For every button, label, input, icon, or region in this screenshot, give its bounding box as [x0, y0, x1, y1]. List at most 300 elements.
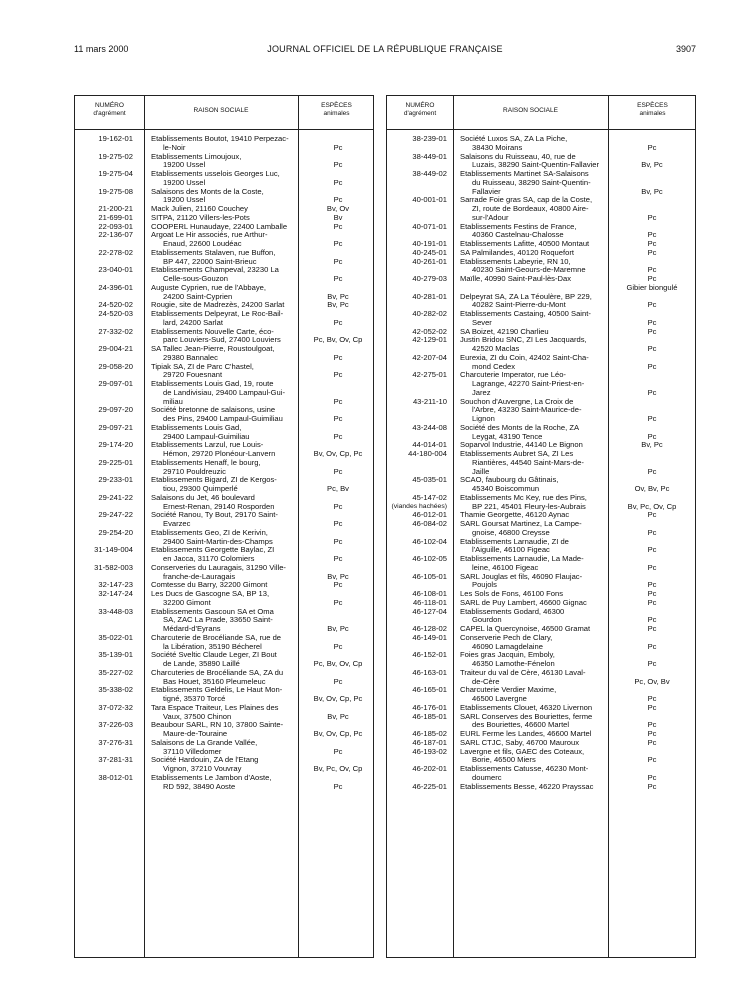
- raison-sociale: Etablissements Besse, 46220 Prayssac: [460, 781, 594, 791]
- raison-sociale: Tara Espace Traiteur, Les Plaines des Vaux, 37500 Chinon: [151, 702, 279, 721]
- raison-sociale: SARL de Puy Lambert, 46600 Gignac: [460, 597, 587, 607]
- table-row: [387, 371, 695, 397]
- agrement-number: 40-261-01: [412, 256, 447, 266]
- raison-sociale: Souchon d'Auvergne, La Croix de l'Arbre, 43230 Saint-Maurice-de- Lignon: [460, 396, 582, 423]
- table-row: [75, 328, 373, 346]
- especes-animales: Pc: [647, 694, 657, 703]
- raison-sociale: Etablissements Larnaudie, ZI de l'Aiguille, 46100 Figeac: [460, 536, 569, 555]
- column-header-numero: NUMÉRO d'agrément: [93, 102, 126, 117]
- especes-animales: Pc: [333, 536, 343, 546]
- table-row: [387, 538, 695, 556]
- table-row: [387, 354, 695, 372]
- table-row: [387, 223, 695, 241]
- table-row: [75, 590, 373, 608]
- especes-animales: Pc: [647, 247, 657, 257]
- column-header-numero: NUMÉRO d'agrément: [403, 102, 437, 117]
- table-row: [387, 555, 695, 573]
- column-header-especes: ESPÈCES animales: [321, 102, 352, 117]
- table-row: [75, 476, 373, 494]
- agrement-number: 29-097-20: [98, 405, 133, 415]
- table-row: [75, 494, 373, 512]
- agrement-number: 40-001-01: [412, 195, 447, 205]
- agrement-number: 29-225-01: [98, 457, 133, 467]
- agrement-number: 29-097-01: [98, 379, 133, 388]
- agrement-number: 46-108-01: [412, 589, 447, 598]
- especes-animales: Bv, Pc: [641, 440, 663, 450]
- especes-animales: Pc, Ov, Bv: [634, 676, 670, 686]
- agrement-number: 46-127-04: [412, 606, 447, 616]
- agrement-number: 43-211-10: [412, 396, 447, 406]
- agrement-number: 40-279-03: [412, 274, 447, 283]
- table-row: [387, 336, 695, 354]
- agrement-number: 29-097-21: [98, 422, 133, 432]
- agrement-number: 45-035-01: [412, 475, 447, 485]
- raison-sociale: COOPERL Hunaudaye, 22400 Lamballe: [151, 221, 288, 231]
- agrement-number: 22-278-02: [98, 247, 133, 257]
- agrement-number: 29-058-20: [98, 361, 133, 371]
- agrement-number: 46-105-01: [412, 571, 447, 581]
- rows-right: [387, 135, 695, 791]
- raison-sociale: Traiteur du val de Cère, 46130 Laval- de-Cère: [460, 667, 586, 686]
- raison-sociale: Etablissements Louis Gad, 29400 Lampaul-Guimiliau: [151, 422, 250, 441]
- raison-sociale: Les Ducs de Gascogne SA, BP 13, 32200 Gimont: [151, 589, 270, 607]
- table-row: [387, 608, 695, 626]
- raison-sociale: Etablissements Larzul, rue Louis- Hémon, 29720 Plonéour-Lanvern: [151, 440, 276, 458]
- especes-animales: Bv, Pc, Ov, Cp: [313, 764, 363, 773]
- agrement-number: 19-275-08: [98, 186, 133, 196]
- especes-extra: Gibier biongulé: [626, 282, 678, 292]
- raison-sociale: Salaisons du Ruisseau, 40, rue de Luzais, 38290 Saint-Quentin-Fallavier: [460, 151, 600, 170]
- agrement-number: 46-149-01: [412, 632, 447, 642]
- table-row: [75, 249, 373, 267]
- especes-animales: Bv: [333, 212, 343, 222]
- agrement-number: 21-200-21: [98, 204, 133, 213]
- raison-sociale: Etablissements Bigard, ZI de Kergos- tiou, 29300 Quimperlé: [151, 475, 277, 493]
- especes-animales: Pc: [647, 431, 657, 441]
- raison-sociale: SA Tallec Jean-Pierre, Roustoulgoat, 29380 Bannalec: [151, 344, 275, 362]
- especes-animales: Pc: [647, 755, 657, 765]
- especes-animales: Pc: [647, 387, 657, 397]
- table-row: [387, 573, 695, 591]
- raison-sociale: Etablissements Champeval, 23230 La Celle-sous-Gouzon: [151, 265, 279, 283]
- especes-animales: Bv, Pc: [327, 571, 349, 581]
- agrement-number: 43-244-08: [412, 422, 447, 432]
- agrement-number: 46-102-04: [412, 536, 447, 546]
- agrement-number: 46-193-02: [412, 746, 447, 756]
- especes-animales: Pc: [647, 737, 657, 747]
- raison-sociale: Etablissements Stalaven, rue Buffon, BP 447, 22000 Saint-Brieuc: [151, 247, 276, 266]
- raison-sociale: CAPEL la Quercynoise, 46500 Gramat: [460, 624, 591, 633]
- table-row: [75, 310, 373, 328]
- especes-animales: Bv, Pc: [327, 291, 349, 301]
- especes-animales: Pc: [333, 370, 343, 380]
- agrement-number: 38-239-01: [412, 134, 447, 143]
- especes-animales: Pc: [647, 624, 657, 633]
- especes-animales: Pc: [647, 265, 657, 275]
- agrement-number: 40-191-01: [412, 239, 447, 248]
- agrement-number: 27-332-02: [98, 326, 133, 336]
- especes-animales: Pc: [647, 414, 657, 423]
- especes-animales: Pc: [647, 772, 657, 782]
- raison-sociale: Mack Julien, 21160 Couchey: [151, 204, 248, 213]
- especes-animales: Pc: [647, 527, 657, 537]
- table-row: [75, 756, 373, 774]
- raison-sociale: Etablissements Festins de France, 40360 Castelnau-Chalosse: [460, 221, 577, 240]
- especes-animales: Pc: [647, 361, 657, 371]
- agrement-number: 44-014-01: [412, 440, 447, 450]
- especes-animales: Bv, Ov, Cp, Pc: [313, 449, 363, 458]
- raison-sociale: Charcuteries de Brocéliande SA, ZA du Bas Houet, 35160 Pleumeleuc: [151, 667, 284, 686]
- especes-animales: Bv, Pc, Ov, Cp: [627, 501, 677, 511]
- table-row: [75, 651, 373, 669]
- table-row: [387, 686, 695, 704]
- especes-animales: Pc, Bv, Ov, Cp: [313, 659, 363, 668]
- table-row: [387, 669, 695, 687]
- raison-sociale: SARL Conserves des Bouriettes, ferme des Bouriettes, 46600 Martel: [460, 711, 593, 730]
- agrement-number: 46-225-01: [412, 781, 447, 791]
- table-row: [75, 170, 373, 188]
- raison-sociale: Argoat Le Hir associés, rue Arthur- Enaud, 22600 Loudéac: [151, 230, 268, 248]
- especes-animales: Pc: [647, 562, 657, 572]
- raison-sociale: Société Sveltic Claude Leger, ZI Bout de Lande, 35890 Laillé: [151, 650, 277, 668]
- raison-sociale: Etablissements Georgette Baylac, ZI en Jacca, 31170 Colomiers: [151, 545, 275, 563]
- raison-sociale: Etablissements Gascoun SA et Oma SA, ZAC La Prade, 33650 Saint- Médard-d'Eyrans: [151, 606, 274, 633]
- agrement-number: 46-152-01: [412, 650, 447, 660]
- agrement-number: 40-281-01: [412, 291, 447, 301]
- agrement-number: 35-022-01: [98, 632, 133, 642]
- raison-sociale: SCAO, faubourg du Gâtinais, 45340 Boiscommun: [460, 475, 559, 493]
- especes-animales: Pc: [647, 781, 657, 791]
- agrement-number: 38-012-01: [98, 772, 133, 782]
- especes-animales: Pc: [333, 676, 343, 686]
- table-row: [75, 380, 373, 406]
- especes-animales: Pc: [333, 256, 343, 266]
- table-row: [387, 450, 695, 476]
- table-row: [387, 634, 695, 652]
- especes-animales: Bv, Ov, Cp, Pc: [313, 729, 363, 738]
- agrement-number: 19-275-02: [98, 151, 133, 161]
- agrement-number: 46-165-01: [412, 685, 447, 695]
- raison-sociale: Thamie Georgette, 46120 Aynac: [460, 510, 570, 520]
- especes-animales: Pc: [647, 326, 657, 336]
- especes-animales: Pc: [333, 239, 343, 248]
- raison-sociale: Société Luxos SA, ZA La Piche, 38430 Moirans: [460, 134, 568, 152]
- especes-animales: Pc: [647, 510, 657, 520]
- table-row: [75, 511, 373, 529]
- agrement-number: 46-102-05: [412, 554, 447, 563]
- agrement-number: 29-247-22: [98, 510, 133, 520]
- especes-animales: Ov, Bv, Pc: [634, 484, 670, 493]
- especes-animales: Pc: [647, 589, 657, 598]
- raison-sociale: Etablissements Le Jambon d'Aoste, RD 592, 38490 Aoste: [151, 772, 272, 791]
- journal-title: JOURNAL OFFICIEL DE LA RÉPUBLIQUE FRANÇAISE: [267, 44, 503, 54]
- especes-animales: Bv, Pc: [327, 711, 349, 721]
- especes-animales: Pc: [647, 659, 657, 668]
- raison-sociale: Etablissements Limoujoux, 19200 Ussel: [151, 151, 242, 170]
- raison-sociale: Etablissements Aubret SA, ZI Les Riantières, 44540 Saint-Mars-de- Jaille: [460, 449, 584, 476]
- table-row: [387, 170, 695, 196]
- raison-sociale: Etablissements Delpeyrat, Le Roc-Bail- lard, 24200 Sarlat: [151, 309, 284, 327]
- especes-animales: Bv, Pc: [641, 160, 663, 170]
- raison-sociale: Charcuterie Imperator, rue Léo- Lagrange, 42270 Saint-Priest-en- Jarez: [460, 370, 585, 397]
- agrement-number: 46-176-01: [412, 702, 447, 712]
- table-row: [387, 293, 695, 311]
- raison-sociale: Salaisons du Jet, 46 boulevard Ernest-Renan, 29140 Rosporden: [151, 492, 275, 511]
- especes-animales: Pc: [333, 352, 343, 362]
- page-header: [74, 44, 696, 58]
- table-row: [75, 669, 373, 687]
- especes-animales: Pc: [647, 720, 657, 730]
- agrement-number: 46-163-01: [412, 667, 447, 677]
- raison-sociale: Etablissements Louis Gad, 19, route de Landivisiau, 29400 Lampaul-Gui- miliau: [151, 379, 286, 406]
- agrement-number: 40-071-01: [412, 221, 447, 231]
- especes-animales: Pc: [333, 466, 343, 476]
- raison-sociale: Tipiak SA, ZI de Parc C'hastel, 29720 Fouesnant: [151, 361, 254, 380]
- table-row: [75, 153, 373, 171]
- table-row: [387, 424, 695, 442]
- agrement-number: 22-136-07: [98, 230, 133, 240]
- agrement-number: 29-241-22: [98, 492, 133, 502]
- raison-sociale: Charcuterie de Brocéliande SA, rue de la Libération, 35190 Bécherel: [151, 632, 282, 651]
- table-row: [387, 748, 695, 766]
- agrement-number: 21-699-01: [98, 212, 133, 222]
- raison-sociale: Etablissements Nouvelle Carte, éco- parc Louviers-Sud, 27400 Louviers: [151, 326, 281, 345]
- especes-animales: Pc: [647, 212, 657, 222]
- especes-animales: Pc: [647, 729, 657, 738]
- agrement-number: 37-072-32: [98, 702, 133, 712]
- raison-sociale: Etablissements Geldelis, Le Haut Mon- tigné, 35370 Torcé: [151, 685, 283, 703]
- agrement-number: 31-149-004: [94, 545, 133, 555]
- table-row: [387, 153, 695, 171]
- table-row: [75, 739, 373, 757]
- especes-animales: Pc: [333, 177, 343, 187]
- raison-sociale: Etablissements Martinet SA-Salaisons du Ruisseau, 38290 Saint-Quentin- Fallavier: [460, 169, 591, 196]
- table-row: [75, 529, 373, 547]
- table-row: [387, 135, 695, 153]
- especes-animales: Pc: [333, 519, 343, 528]
- raison-sociale: Salaisons de La Grande Vallée, 37110 Villedomer: [151, 737, 258, 756]
- agrement-number: 23-040-01: [98, 265, 133, 275]
- agrement-number: 29-174-20: [98, 440, 133, 450]
- agrement-number: 35-139-01: [98, 650, 133, 660]
- especes-animales: Pc: [333, 317, 343, 327]
- especes-animales: Bv, Ov, Cp, Pc: [313, 694, 363, 703]
- especes-animales: Pc: [647, 230, 657, 240]
- raison-sociale: Société Ranou, Ty Bout, 29170 Saint- Evarzec: [151, 510, 278, 528]
- table-row: [387, 310, 695, 328]
- agrement-number: 46-118-01: [412, 597, 447, 607]
- raison-sociale: Soparvol Industrie, 44140 Le Bignon: [460, 440, 583, 450]
- column-header-raison: RAISON SOCIALE: [193, 107, 249, 114]
- especes-animales: Pc: [333, 431, 343, 441]
- raison-sociale: SA Boizet, 42190 Charlieu: [460, 326, 549, 336]
- raison-sociale: Etablissements Boutot, 19410 Perpezac- le-Noir: [151, 134, 289, 152]
- agrement-number: 44-180-004: [408, 449, 447, 458]
- table-row: [387, 398, 695, 424]
- table-row: [75, 564, 373, 582]
- raison-sociale: Etablissements Catusse, 46230 Mont- doumerc: [460, 764, 589, 782]
- table-row: [387, 713, 695, 731]
- especes-animales: Bv, Pc: [327, 624, 349, 633]
- especes-animales: Pc: [333, 580, 343, 590]
- especes-animales: Pc: [647, 142, 657, 152]
- agrement-number: 45-147-02 (viandes hachées): [391, 492, 447, 510]
- agrement-number: 35-338-02: [98, 685, 133, 695]
- table-row: [75, 441, 373, 459]
- especes-animales: Pc: [333, 195, 343, 205]
- table-row: [75, 135, 373, 153]
- especes-animales: Pc: [333, 746, 343, 756]
- table-row: [75, 231, 373, 249]
- raison-sociale: Beaubour SARL, RN 10, 37800 Sainte- Maure-de-Touraine: [151, 720, 284, 738]
- table-row: [387, 494, 695, 512]
- column-header-raison: RAISON SOCIALE: [503, 107, 558, 114]
- especes-animales: Pc: [647, 597, 657, 607]
- raison-sociale: Comtesse du Barry, 32200 Gimont: [151, 580, 268, 590]
- raison-sociale: Etablissements Labeyrie, RN 10, 40230 Saint-Geours-de-Maremne: [460, 256, 586, 275]
- raison-sociale: Rougie, site de Madrezès, 24200 Sarlat: [151, 300, 285, 310]
- table-row: [75, 686, 373, 704]
- raison-sociale: Société des Monts de la Roche, ZA Leygat, 43190 Tence: [460, 422, 580, 441]
- raison-sociale: Sarrade Foie gras SA, cap de la Coste, ZI, route de Bordeaux, 40800 Aire- sur-l'Adour: [460, 195, 593, 222]
- table-row: [75, 774, 373, 792]
- especes-animales: Pc: [647, 641, 657, 651]
- raison-sociale: Etablissements Godard, 46300 Gourdon: [460, 606, 565, 625]
- especes-animales: Pc: [333, 142, 343, 152]
- table-left: [74, 95, 374, 958]
- table-row: [75, 424, 373, 442]
- agrement-number: 24-396-01: [98, 282, 133, 292]
- especes-animales: Pc: [647, 545, 657, 555]
- page-number: 3907: [675, 44, 696, 54]
- raison-sociale: Les Sols de Fons, 46100 Fons: [460, 589, 564, 598]
- table-row: [75, 363, 373, 381]
- raison-sociale: Société bretonne de salaisons, usine des Pins, 29400 Lampaul-Guimiliau: [151, 405, 283, 423]
- agrement-number: 46-185-01: [412, 711, 447, 721]
- especes-animales: Pc: [333, 641, 343, 651]
- especes-animales: Pc: [333, 396, 343, 406]
- table-row: [387, 196, 695, 222]
- raison-sociale: Etablissements Mc Key, rue des Pins, BP 221, 45401 Fleury-les-Aubrais: [460, 492, 587, 511]
- especes-animales: Bv, Ov: [326, 204, 350, 213]
- raison-sociale: Lavergne et fils, GAEC des Coteaux, Borie, 46500 Miers: [460, 746, 585, 765]
- agrement-number: 40-245-01: [412, 247, 447, 257]
- agrement-number: 46-202-01: [412, 764, 447, 773]
- table-row: [387, 520, 695, 538]
- agrement-number: 37-226-03: [98, 720, 133, 730]
- agrement-number: 19-162-01: [98, 134, 133, 143]
- agrement-number: 42-129-01: [412, 335, 447, 345]
- raison-sociale: Salaisons des Monts de la Coste, 19200 Ussel: [151, 186, 264, 205]
- raison-sociale: Société Hardouin, ZA de l'Etang Vignon, 37210 Vouvray: [151, 755, 259, 773]
- rows-left: [75, 135, 373, 791]
- especes-animales: Pc: [647, 580, 657, 590]
- especes-animales: Pc, Bv: [327, 484, 349, 493]
- table-row: [75, 188, 373, 206]
- table-row: [387, 765, 695, 783]
- raison-sociale: SARL CTJC, Saby, 46700 Mauroux: [460, 737, 580, 747]
- raison-sociale: Justin Bridou SNC, ZI Les Jacquards, 42520 Maclas: [460, 335, 587, 353]
- especes-animales: Pc: [647, 274, 657, 283]
- raison-sociale: Conserveries du Lauragais, 31290 Ville- franche-de-Lauragais: [151, 562, 286, 581]
- table-row: [75, 546, 373, 564]
- table-right: [386, 95, 696, 958]
- agrement-number: 46-128-02: [412, 624, 447, 633]
- agrement-number: 35-227-02: [98, 667, 133, 677]
- table-row: [75, 608, 373, 634]
- column-header-especes: ESPÈCES animales: [637, 102, 668, 117]
- agrement-number: 37-276-31: [98, 737, 133, 747]
- raison-sociale: Eurexia, ZI du Coin, 42402 Saint-Cha- mond Cedex: [460, 352, 589, 371]
- agrement-number: 29-254-20: [98, 527, 133, 537]
- agrement-number: 42-052-02: [412, 326, 447, 336]
- especes-animales: Pc: [333, 781, 343, 791]
- raison-sociale: SARL Goursat Martinez, La Campe- gnoise, 46800 Creysse: [460, 519, 582, 537]
- raison-sociale: SA Palmilandes, 40120 Roquefort: [460, 247, 574, 257]
- especes-animales: Pc: [333, 221, 343, 231]
- raison-sociale: Maïlle, 40990 Saint-Paul-lès-Dax: [460, 274, 572, 283]
- agrement-number: 37-281-31: [98, 755, 133, 765]
- agrement-number: 29-233-01: [98, 475, 133, 485]
- raison-sociale: Etablissements Lafitte, 40500 Montaut: [460, 239, 590, 248]
- agrement-number: 46-185-02: [412, 729, 447, 738]
- raison-sociale: Delpeyrat SA, ZA La Téoulère, BP 229, 40282 Saint-Pierre-du-Mont: [460, 291, 592, 310]
- agrement-number: 38-449-02: [412, 169, 447, 178]
- especes-animales: Pc: [647, 615, 657, 625]
- table-row: [75, 345, 373, 363]
- especes-animales: Pc: [647, 344, 657, 353]
- agrement-number: 24-520-02: [98, 300, 133, 310]
- table-row: [75, 459, 373, 477]
- agrement-number: 46-084-02: [412, 519, 447, 528]
- table-row: [387, 476, 695, 494]
- table-row: [75, 284, 373, 302]
- table-row: [75, 704, 373, 722]
- especes-animales: Pc, Bv, Ov, Cp: [313, 335, 363, 345]
- table-row: [387, 783, 695, 792]
- table-row: [75, 406, 373, 424]
- table-row: [387, 258, 695, 276]
- agrement-number: 32-147-23: [98, 580, 133, 590]
- agrement-number: 32-147-24: [98, 589, 133, 598]
- issue-date: 11 mars 2000: [74, 44, 129, 54]
- agrement-number: 31-582-003: [94, 562, 133, 572]
- raison-sociale: Etablissements Clouet, 46320 Livernon: [460, 702, 593, 712]
- raison-sociale: Etablissements Henaff, le bourg, 29710 Pouldreuzic: [151, 457, 261, 476]
- especes-animales: Pc: [333, 160, 343, 170]
- table-row: [387, 651, 695, 669]
- raison-sociale: EURL Ferme les Landes, 46600 Martel: [460, 729, 592, 738]
- table-row: [75, 634, 373, 652]
- especes-animales: Pc: [647, 466, 657, 476]
- especes-animales: Pc: [333, 274, 343, 283]
- raison-sociale: Auguste Cyprien, rue de l'Abbaye, 24200 Saint-Cyprien: [151, 282, 267, 301]
- raison-sociale: SITPA, 21120 Villers-les-Pots: [151, 212, 250, 222]
- especes-animales: Pc: [333, 501, 343, 511]
- agrement-number: 46-187-01: [412, 737, 447, 747]
- agrement-number: 42-275-01: [412, 370, 447, 380]
- raison-sociale: Etablissements Castaing, 40500 Saint- Sever: [460, 309, 591, 327]
- agrement-number: 40-282-02: [412, 309, 447, 318]
- especes-animales: Pc: [647, 702, 657, 712]
- especes-animales: Pc: [333, 554, 343, 563]
- table-row: [75, 721, 373, 739]
- agrement-number: 38-449-01: [412, 151, 447, 161]
- raison-sociale: Etablissements Geo, ZI de Kerivin, 29400 Saint-Martin-des-Champs: [151, 527, 273, 546]
- raison-sociale: Conserverie Pech de Clary, 46090 Lamagdelaine: [460, 632, 553, 651]
- especes-animales: Pc: [333, 597, 343, 607]
- table-row: [75, 266, 373, 284]
